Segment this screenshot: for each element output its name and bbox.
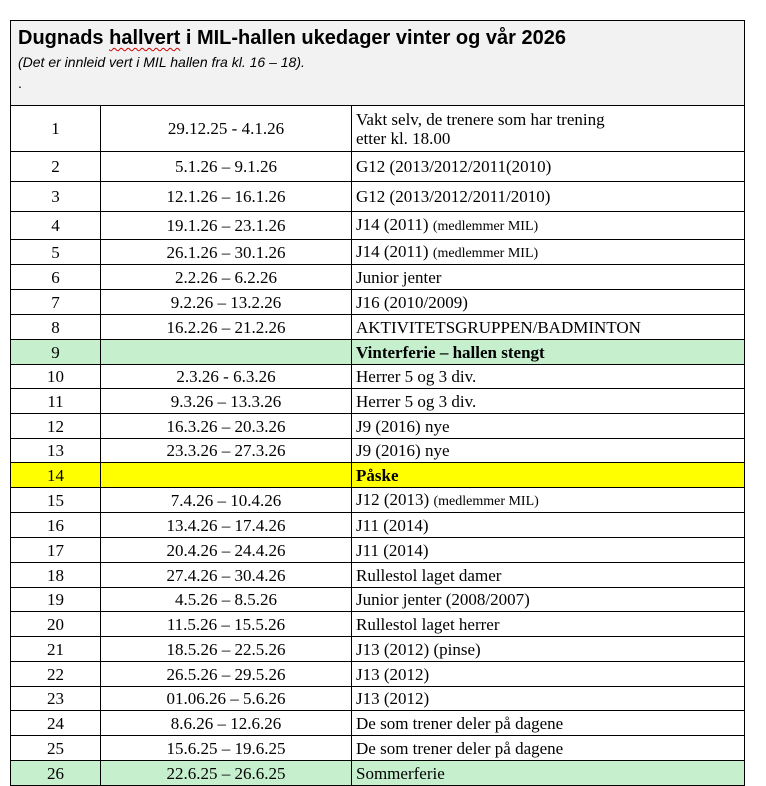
table-row [11,687,745,711]
date-range-cell: 9.3.26 – 13.3.26 [101,389,352,414]
assignment-cell [352,182,745,212]
week-number-cell: 3 [11,182,101,212]
week-number-cell: 10 [11,365,101,389]
week-number-cell: 6 [11,265,101,290]
table-row [11,662,745,687]
week-number-cell: 2 [11,152,101,182]
week-number-cell: 11 [11,389,101,414]
table-row [11,152,745,182]
date-range-cell: 16.3.26 – 20.3.26 [101,414,352,439]
week-number-cell: 7 [11,290,101,315]
week-number-cell: 12 [11,414,101,439]
table-row [11,588,745,612]
date-range-cell [101,463,352,488]
assignment-text-line-1: Vakt selv, de trenere som har trening [356,109,605,129]
week-number-cell: 18 [11,563,101,588]
assignment-text: Herrer 5 og 3 div. [356,391,477,411]
week-number-cell: 9 [11,340,101,365]
week-number-cell: 16 [11,513,101,538]
assignment-cell [352,513,745,538]
assignment-cell [352,290,745,315]
assignment-cell [352,488,745,513]
table-row [11,488,745,513]
assignment-cell [352,152,745,182]
week-number-cell: 20 [11,612,101,637]
title-rest: i MIL-hallen ukedager vinter og vår 2026 [185,27,566,49]
week-number-cell: 23 [11,687,101,711]
week-number-cell: 25 [11,736,101,761]
assignment-cell [352,637,745,662]
assignment-cell [352,212,745,240]
assignment-cell [352,761,745,786]
assignment-text: AKTIVITETSGRUPPEN/BADMINTON [356,317,641,337]
table-row [11,463,745,488]
assignment-text: Vinterferie – hallen stengt [356,342,545,362]
table-row [11,538,745,563]
table-row [11,315,745,340]
date-range-cell: 13.4.26 – 17.4.26 [101,513,352,538]
assignment-text: Junior jenter (2008/2007) [356,590,530,609]
table-row [11,637,745,662]
week-number-cell: 26 [11,761,101,786]
assignment-text: Junior jenter [356,267,442,287]
table-row [11,414,745,439]
title-word-dugnads: Dugnads [18,27,104,49]
header-row [11,21,745,106]
table-row [11,365,745,389]
week-number-cell: 14 [11,463,101,488]
assignment-text: J14 (2011) [356,215,429,234]
date-range-cell: 20.4.26 – 24.4.26 [101,538,352,563]
assignment-cell [352,612,745,637]
assignment-cell [352,240,745,265]
table-row [11,513,745,538]
week-number-cell: 5 [11,240,101,265]
membership-note: (medlemmer MIL) [432,219,539,234]
table-row [11,265,745,290]
assignment-cell [352,711,745,736]
date-range-cell: 27.4.26 – 30.4.26 [101,563,352,588]
title-word-hallvert: hallvert [109,27,181,49]
assignment-cell [352,439,745,463]
header-cell [11,21,745,106]
date-range-cell: 11.5.26 – 15.5.26 [101,612,352,637]
date-range-cell: 01.06.26 – 5.6.26 [101,687,352,711]
table-row [11,212,745,240]
week-number-cell: 13 [11,439,101,463]
assignment-cell [352,315,745,340]
assignment-cell [352,687,745,711]
assignment-cell [352,414,745,439]
assignment-text: J13 (2012) [356,689,430,708]
date-range-cell: 2.3.26 - 6.3.26 [101,365,352,389]
assignment-text: Påske [356,465,399,485]
assignment-text: J9 (2016) nye [356,441,450,460]
assignment-cell [352,463,745,488]
assignment-text: Rullestol laget herrer [356,614,500,634]
assignment-cell [352,662,745,687]
week-number-cell: 4 [11,212,101,240]
assignment-text: J16 (2010/2009) [356,292,468,312]
assignment-text: Rullestol laget damer [356,565,502,585]
assignment-text: J11 (2014) [356,515,429,535]
assignment-text: G12 (2013/2012/2011/2010) [356,187,551,206]
assignment-text: J13 (2012) (pinse) [356,639,481,659]
table-row [11,290,745,315]
table-row [11,563,745,588]
date-range-cell: 15.6.25 – 19.6.25 [101,736,352,761]
assignment-text-line-2: etter kl. 18.00 [356,128,451,148]
assignment-cell [352,265,745,290]
assignment-text: J9 (2016) nye [356,416,450,436]
date-range-cell: 7.4.26 – 10.4.26 [101,488,352,513]
week-number-cell: 1 [11,106,101,152]
assignment-cell [352,389,745,414]
assignment-cell [352,563,745,588]
table-row [11,106,745,152]
assignment-cell [352,365,745,389]
week-number-cell: 24 [11,711,101,736]
table-row [11,340,745,365]
date-range-cell: 12.1.26 – 16.1.26 [101,182,352,212]
week-number-cell: 8 [11,315,101,340]
date-range-cell: 22.6.25 – 26.6.25 [101,761,352,786]
duty-schedule-table [10,20,745,786]
assignment-cell [352,588,745,612]
assignment-text: G12 (2013/2012/2011(2010) [356,157,552,176]
date-range-cell: 8.6.26 – 12.6.26 [101,711,352,736]
table-row [11,612,745,637]
table-row [11,182,745,212]
page-title [18,25,737,51]
header-dot: . [18,75,22,91]
date-range-cell: 16.2.26 – 21.2.26 [101,315,352,340]
table-body [11,21,745,786]
date-range-cell: 4.5.26 – 8.5.26 [101,588,352,612]
assignment-cell [352,106,745,152]
date-range-cell: 18.5.26 – 22.5.26 [101,637,352,662]
assignment-text: Sommerferie [356,763,445,783]
table-row [11,761,745,786]
date-range-cell: 26.5.26 – 29.5.26 [101,662,352,687]
week-number-cell: 22 [11,662,101,687]
date-range-cell [101,340,352,365]
table-row [11,389,745,414]
table-row [11,240,745,265]
table-row [11,711,745,736]
date-range-cell: 19.1.26 – 23.1.26 [101,212,352,240]
assignment-cell [352,736,745,761]
date-range-cell: 29.12.25 - 4.1.26 [101,106,352,152]
table-row [11,439,745,463]
assignment-text: De som trener deler på dagene [356,738,564,758]
assignment-text: Herrer 5 og 3 div. [356,367,477,386]
week-number-cell: 21 [11,637,101,662]
week-number-cell: 19 [11,588,101,612]
week-number-cell: 15 [11,488,101,513]
assignment-cell [352,340,745,365]
assignment-text: J11 (2014) [356,540,429,560]
date-range-cell: 5.1.26 – 9.1.26 [101,152,352,182]
assignment-text: J12 (2013) [356,489,430,509]
assignment-text: J13 (2012) [356,664,430,684]
page-subtitle: (Det er innleid vert i MIL hallen fra kl. 16 – 18). [18,54,305,70]
table-row [11,736,745,761]
assignment-cell [352,538,745,563]
date-range-cell: 23.3.26 – 27.3.26 [101,439,352,463]
week-number-cell: 17 [11,538,101,563]
date-range-cell: 26.1.26 – 30.1.26 [101,240,352,265]
membership-note: (medlemmer MIL) [433,493,539,509]
membership-note: (medlemmer MIL) [432,245,539,261]
date-range-cell: 9.2.26 – 13.2.26 [101,290,352,315]
assignment-text: De som trener deler på dagene [356,713,564,733]
date-range-cell: 2.2.26 – 6.2.26 [101,265,352,290]
assignment-text: J14 (2011) [356,241,429,261]
